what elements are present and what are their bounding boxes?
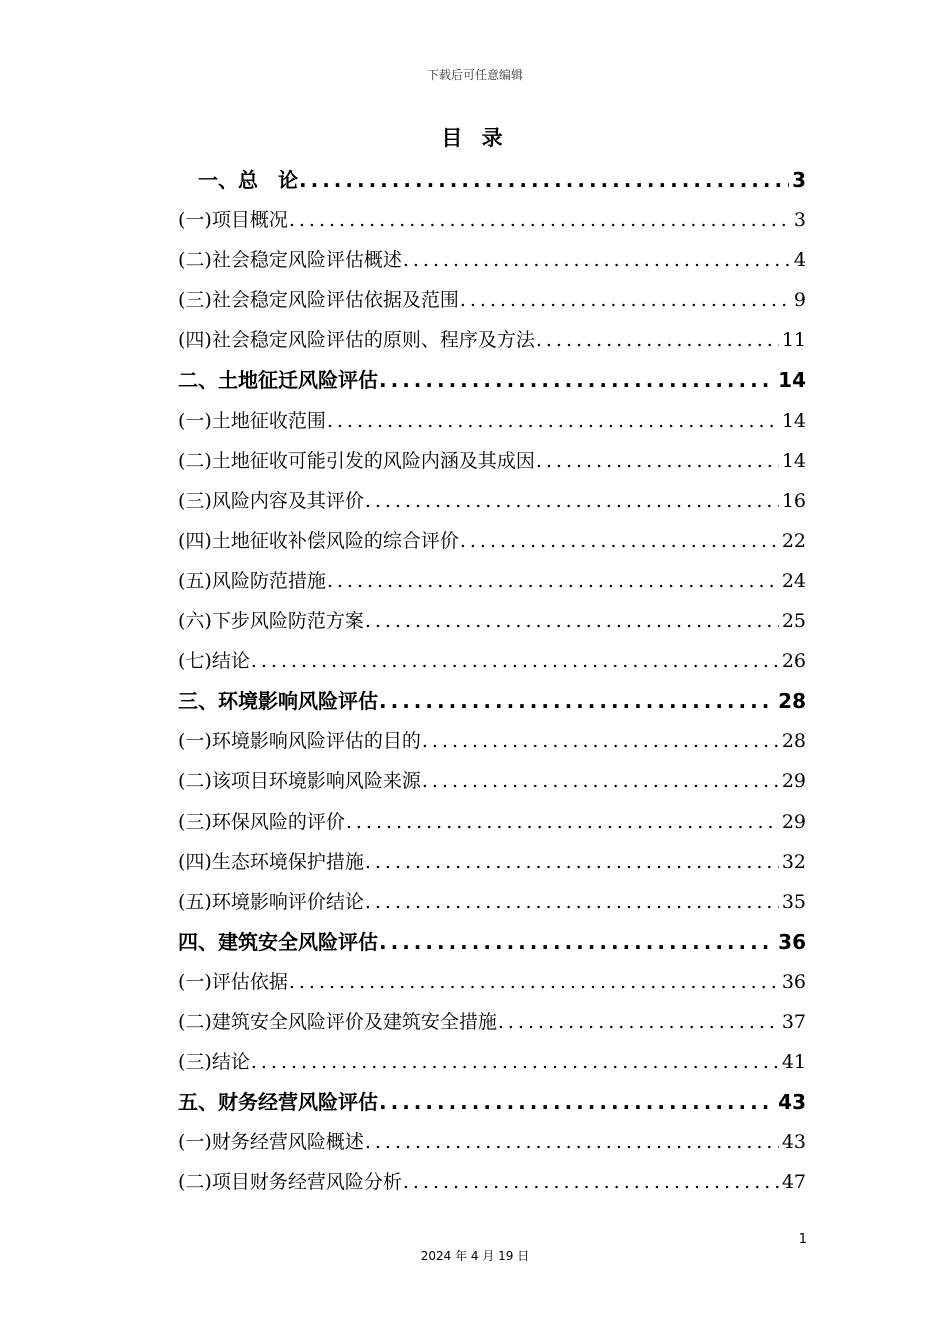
toc-dot-leader [365, 481, 779, 521]
toc-dot-leader [327, 561, 779, 601]
toc-entry-page: 29 [781, 770, 806, 793]
toc-entry-label: 五、财务经营风险评估 [178, 1090, 378, 1115]
toc-entry-page: 14 [781, 409, 806, 432]
toc-section-entry[interactable] [178, 1122, 806, 1162]
toc-entry-label: (一)项目概况 [178, 209, 288, 232]
toc-entry-page: 37 [781, 1010, 806, 1033]
toc-dot-leader [327, 401, 779, 441]
toc-entry-label: (四)社会稳定风险评估的原则、程序及方法 [178, 329, 535, 352]
toc-section-entry[interactable] [178, 1042, 806, 1082]
toc-entry-label: (三)风险内容及其评价 [178, 489, 364, 512]
toc-entry-page: 35 [781, 890, 806, 913]
toc-section-entry[interactable] [178, 802, 806, 842]
toc-entry-page: 22 [781, 529, 806, 552]
toc-entry-page: 29 [781, 810, 806, 833]
toc-entry-page: 14 [781, 449, 806, 472]
toc-dot-leader [403, 1162, 779, 1202]
toc-entry-page: 28 [781, 730, 806, 753]
toc-section-entry[interactable] [178, 561, 806, 601]
toc-chapter-entry[interactable] [178, 160, 806, 200]
toc-entry-label: 二、土地征迁风险评估 [178, 368, 378, 393]
toc-entry-page: 3 [793, 209, 806, 232]
toc-entry-label: (二)项目财务经营风险分析 [178, 1171, 402, 1194]
toc-dot-leader [460, 280, 791, 320]
toc-entry-label: (一)土地征收范围 [178, 409, 326, 432]
toc-dot-leader [536, 320, 779, 360]
toc-entry-label: (六)下步风险防范方案 [178, 610, 364, 633]
toc-dot-leader [536, 441, 779, 481]
toc-dot-leader [346, 802, 779, 842]
toc-entry-page: 26 [781, 650, 806, 673]
toc-entry-label: (一)评估依据 [178, 970, 288, 993]
toc-entry-label: 三、环境影响风险评估 [178, 689, 378, 714]
toc-entry-page: 25 [781, 610, 806, 633]
toc-entry-page: 4 [793, 249, 806, 272]
toc-entry-label: (三)结论 [178, 1051, 250, 1074]
toc-entry-label: (七)结论 [178, 650, 250, 673]
toc-entry-page: 43 [778, 1090, 806, 1115]
toc-dot-leader [365, 842, 779, 882]
toc-section-entry[interactable] [178, 280, 806, 320]
toc-entry-page: 41 [781, 1051, 806, 1074]
toc-dot-leader [365, 1122, 779, 1162]
toc-entry-page: 28 [778, 689, 806, 714]
toc-dot-leader [289, 962, 779, 1002]
toc-entry-label: (二)该项目环境影响风险来源 [178, 770, 421, 793]
toc-dot-leader [379, 360, 775, 400]
toc-dot-leader [403, 240, 791, 280]
toc-entry-page: 9 [793, 289, 806, 312]
toc-section-entry[interactable] [178, 842, 806, 882]
toc-section-entry[interactable] [178, 1162, 806, 1202]
toc-section-entry[interactable] [178, 601, 806, 641]
toc-entry-label: (二)社会稳定风险评估概述 [178, 249, 402, 272]
toc-entry-label: (四)土地征收补偿风险的综合评价 [178, 529, 459, 552]
toc-dot-leader [460, 521, 779, 561]
toc-section-entry[interactable] [178, 200, 806, 240]
toc-section-entry[interactable] [178, 641, 806, 681]
toc-entry-page: 32 [781, 850, 806, 873]
toc-dot-leader [498, 1002, 779, 1042]
toc-entry-page: 36 [781, 970, 806, 993]
toc-entry-label: (四)生态环境保护措施 [178, 850, 364, 873]
toc-entry-label: (五)风险防范措施 [178, 569, 326, 592]
toc-entry-page: 14 [778, 368, 806, 393]
toc-section-entry[interactable] [178, 521, 806, 561]
toc-entry-label: (二)建筑安全风险评价及建筑安全措施 [178, 1010, 497, 1033]
toc-dot-leader [422, 721, 779, 761]
toc-entry-label: 一、总 论 [198, 168, 298, 192]
toc-entry-page: 47 [781, 1171, 806, 1194]
toc-chapter-entry[interactable] [178, 360, 806, 400]
toc-entry-page: 43 [781, 1131, 806, 1154]
toc-chapter-entry[interactable] [178, 922, 806, 962]
page-title: 目 录 [441, 126, 509, 150]
toc-section-entry[interactable] [178, 320, 806, 360]
toc-chapter-entry[interactable] [178, 681, 806, 721]
toc-dot-leader [365, 882, 779, 922]
toc-entry-page: 16 [781, 489, 806, 512]
toc-entry-label: (五)环境影响评价结论 [178, 890, 364, 913]
toc-dot-leader [365, 601, 779, 641]
toc-section-entry[interactable] [178, 441, 806, 481]
page-number: 1 [798, 1232, 807, 1247]
toc-entry-label: (一)环境影响风险评估的目的 [178, 730, 421, 753]
toc-dot-leader [379, 1082, 775, 1122]
toc-dot-leader [422, 761, 779, 801]
toc-entry-page: 36 [778, 929, 806, 954]
toc-section-entry[interactable] [178, 962, 806, 1002]
toc-entry-page: 24 [781, 569, 806, 592]
toc-section-entry[interactable] [178, 481, 806, 521]
page-footer-date: 2024 年 4 月 19 日 [420, 1249, 530, 1263]
table-of-contents [178, 160, 806, 1202]
toc-section-entry[interactable] [178, 882, 806, 922]
toc-dot-leader [299, 160, 789, 200]
toc-section-entry[interactable] [178, 1002, 806, 1042]
toc-chapter-entry[interactable] [178, 1082, 806, 1122]
toc-entry-label: (一)财务经营风险概述 [178, 1131, 364, 1154]
toc-section-entry[interactable] [178, 721, 806, 761]
toc-dot-leader [251, 641, 779, 681]
toc-dot-leader [379, 922, 775, 962]
toc-entry-label: (二)土地征收可能引发的风险内涵及其成因 [178, 449, 535, 472]
toc-dot-leader [251, 1042, 779, 1082]
toc-entry-label: (三)社会稳定风险评估依据及范围 [178, 289, 459, 312]
toc-section-entry[interactable] [178, 401, 806, 441]
toc-entry-page: 11 [781, 329, 806, 352]
toc-dot-leader [289, 200, 791, 240]
toc-dot-leader [379, 681, 775, 721]
page-header: 下载后可任意编辑 [426, 68, 523, 82]
toc-section-entry[interactable] [178, 761, 806, 801]
toc-entry-label: 四、建筑安全风险评估 [178, 929, 378, 954]
toc-entry-label: (三)环保风险的评价 [178, 810, 345, 833]
toc-section-entry[interactable] [178, 240, 806, 280]
toc-entry-page: 3 [792, 168, 806, 192]
